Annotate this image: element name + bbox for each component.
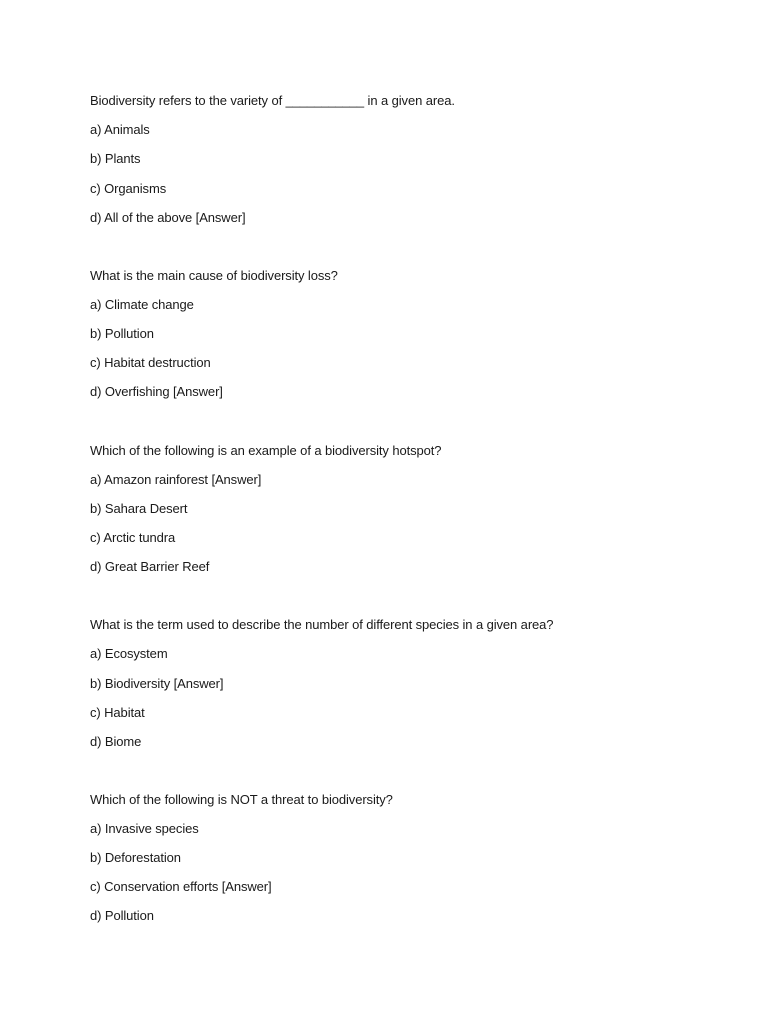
question-1-prompt: Biodiversity refers to the variety of ___________ in a given area. — [90, 93, 455, 108]
question-3-option-b: b) Sahara Desert — [90, 501, 188, 516]
question-2-option-b: b) Pollution — [90, 326, 154, 341]
question-3-option-a: a) Amazon rainforest [Answer] — [90, 472, 262, 487]
question-2-prompt: What is the main cause of biodiversity loss? — [90, 268, 338, 283]
question-5-option-b: b) Deforestation — [90, 850, 181, 865]
question-4-option-c: c) Habitat — [90, 705, 145, 720]
question-1-option-d: d) All of the above [Answer] — [90, 210, 246, 225]
question-1-option-c: c) Organisms — [90, 181, 167, 196]
question-5-option-a: a) Invasive species — [90, 821, 199, 836]
question-5-prompt: Which of the following is NOT a threat to biodiversity? — [90, 792, 393, 807]
question-3-prompt: Which of the following is an example of a biodiversity hotspot? — [90, 443, 442, 458]
question-3-option-d: d) Great Barrier Reef — [90, 559, 210, 574]
question-2-option-d: d) Overfishing [Answer] — [90, 384, 223, 399]
question-2-option-c: c) Habitat destruction — [90, 355, 211, 370]
question-1-option-a: a) Animals — [90, 122, 150, 137]
question-4-prompt: What is the term used to describe the number of different species in a given area? — [90, 617, 554, 632]
question-4-option-a: a) Ecosystem — [90, 646, 168, 661]
question-4-option-d: d) Biome — [90, 734, 142, 749]
question-4-option-b: b) Biodiversity [Answer] — [90, 676, 224, 691]
question-5-option-c: c) Conservation efforts [Answer] — [90, 879, 272, 894]
question-3-option-c: c) Arctic tundra — [90, 530, 176, 545]
question-1-option-b: b) Plants — [90, 151, 141, 166]
question-2-option-a: a) Climate change — [90, 297, 194, 312]
question-5-option-d: d) Pollution — [90, 908, 154, 923]
